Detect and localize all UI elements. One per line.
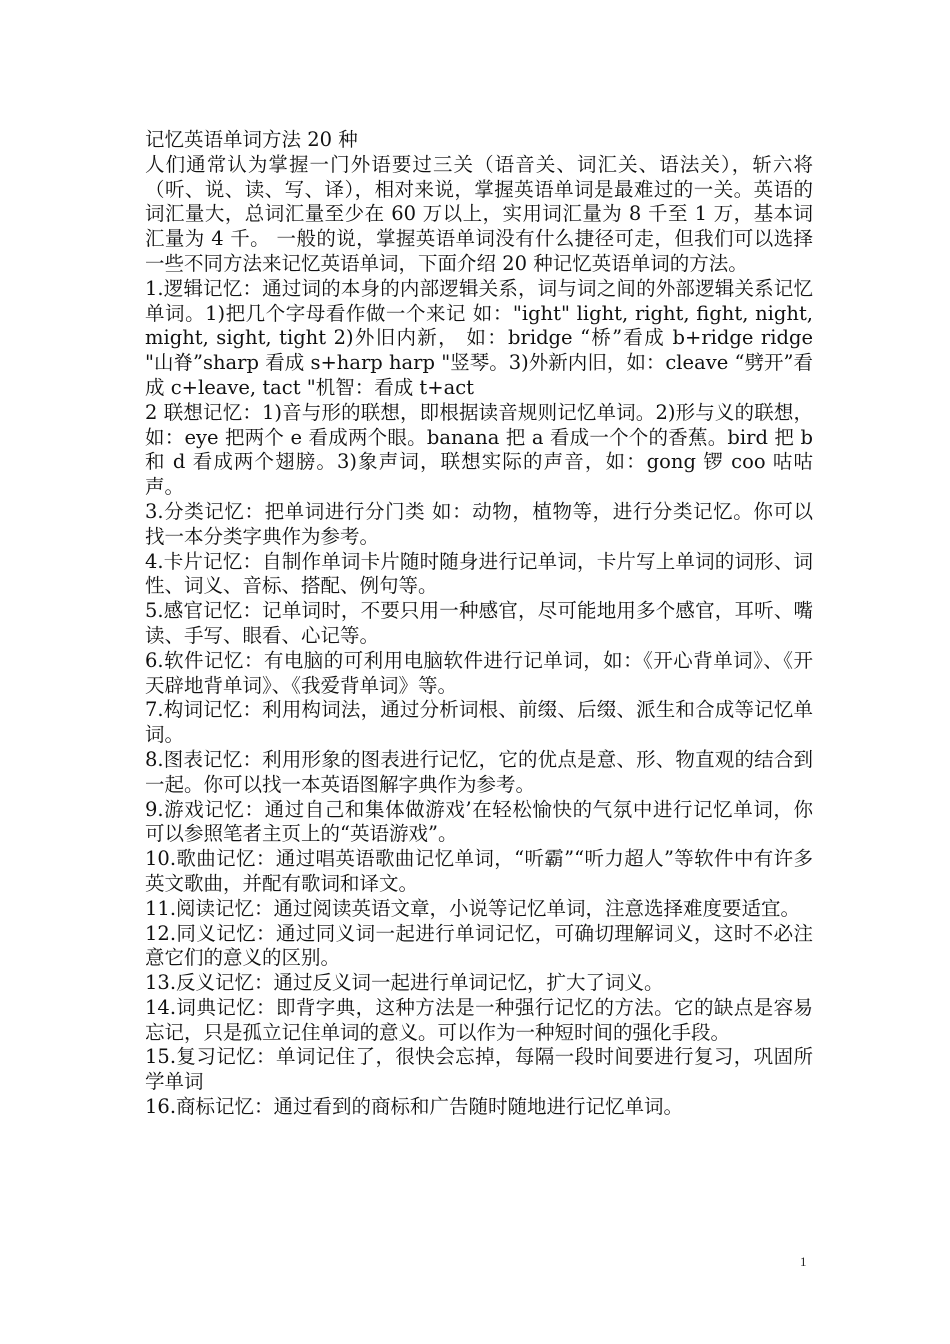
method-15-review-memory: 15.复习记忆：单词记住了，很快会忘掉，每隔一段时间要进行复习，巩固所学单词	[145, 1045, 813, 1094]
intro-paragraph: 人们通常认为掌握一门外语要过三关（语音关、词汇关、语法关），斩六将（听、说、读、写、译），相对来说，掌握英语单词是最难过的一关。英语的词汇量大，总词汇量至少在 60 万以上，实用词汇量为 8 千至 1 万，基本词汇量为 4 千。 一般的说，掌握英语单词没有什么捷径可走，但我们可以选择一些不同方法来记忆英语单词，下面介绍 20 种记忆英语单词的方法。	[145, 152, 813, 275]
method-9-game-memory: 9.游戏记忆：通过自己和集体做游戏’在轻松愉快的气氛中进行记忆单词，你可以参照笔者主页上的“英语游戏”。	[145, 797, 813, 846]
method-7-word-formation-memory: 7.构词记忆：利用构词法，通过分析词根、前缀、后缀、派生和合成等记忆单词。	[145, 698, 813, 747]
method-6-software-memory: 6.软件记忆：有电脑的可利用电脑软件进行记单词，如：《开心背单词》、《开天辟地背单词》、《我爱背单词》等。	[145, 648, 813, 697]
method-3-category-memory: 3.分类记忆：把单词进行分门类 如：动物，植物等，进行分类记忆。你可以找一本分类字典作为参考。	[145, 499, 813, 548]
method-4-card-memory: 4.卡片记忆：自制作单词卡片随时随身进行记单词，卡片写上单词的词形、词性、词义、音标、搭配、例句等。	[145, 549, 813, 598]
method-8-chart-memory: 8.图表记忆：利用形象的图表进行记忆，它的优点是意、形、物直观的结合到一起。你可以找一本英语图解字典作为参考。	[145, 747, 813, 796]
method-10-song-memory: 10.歌曲记忆：通过唱英语歌曲记忆单词，“听霸”“听力超人”等软件中有许多英文歌曲，并配有歌词和译文。	[145, 847, 813, 895]
method-16-brand-memory: 16.商标记忆：通过看到的商标和广告随时随地进行记忆单词。	[145, 1095, 684, 1119]
method-13-antonym-memory: 13.反义记忆：通过反义词一起进行单词记忆，扩大了词义。	[145, 971, 664, 995]
method-1-logic-memory: 1.逻辑记忆：通过词的本身的内部逻辑关系，词与词之间的外部逻辑关系记忆单词。1)把几个字母看作做一个来记 如："ight" light, right, fight, night, might, sight, tight 2)外旧内新， 如：bridge “桥”看成 b+ridge ridge "山脊”sharp 看成 s+harp harp "竖琴。3)外新内旧，如：cleave “劈开”看成 c+leave, tact "机智：看成 t+act	[145, 276, 813, 399]
method-2-association-memory: 2 联想记忆：1)音与形的联想，即根据读音规则记忆单词。2)形与义的联想，如：eye 把两个 e 看成两个眼。banana 把 a 看成一个个的香蕉。bird 把 b 和 d 看成两个翅膀。3)象声词，联想实际的声音，如：gong 锣 coo 咕咕声。	[145, 400, 813, 499]
method-11-reading-memory: 11.阅读记忆：通过阅读英语文章，小说等记忆单词，注意选择难度要适宜。	[145, 896, 801, 920]
method-12-synonym-memory: 12.同义记忆：通过同义词一起进行单词记忆，可确切理解词义，这时不必注意它们的意义的区别。	[145, 921, 813, 970]
method-5-sensory-memory: 5.感官记忆：记单词时，不要只用一种感官，尽可能地用多个感官，耳听、嘴读、手写、眼看、心记等。	[145, 599, 813, 647]
document-title: 记忆英语单词方法 20 种	[145, 128, 358, 151]
page-number: 1	[800, 1254, 807, 1269]
method-14-dictionary-memory: 14.词典记忆：即背字典，这种方法是一种强行记忆的方法。它的缺点是容易忘记，只是孤立记住单词的意义。可以作为一种短时间的强化手段。	[145, 995, 813, 1044]
document-body	[145, 128, 813, 1120]
